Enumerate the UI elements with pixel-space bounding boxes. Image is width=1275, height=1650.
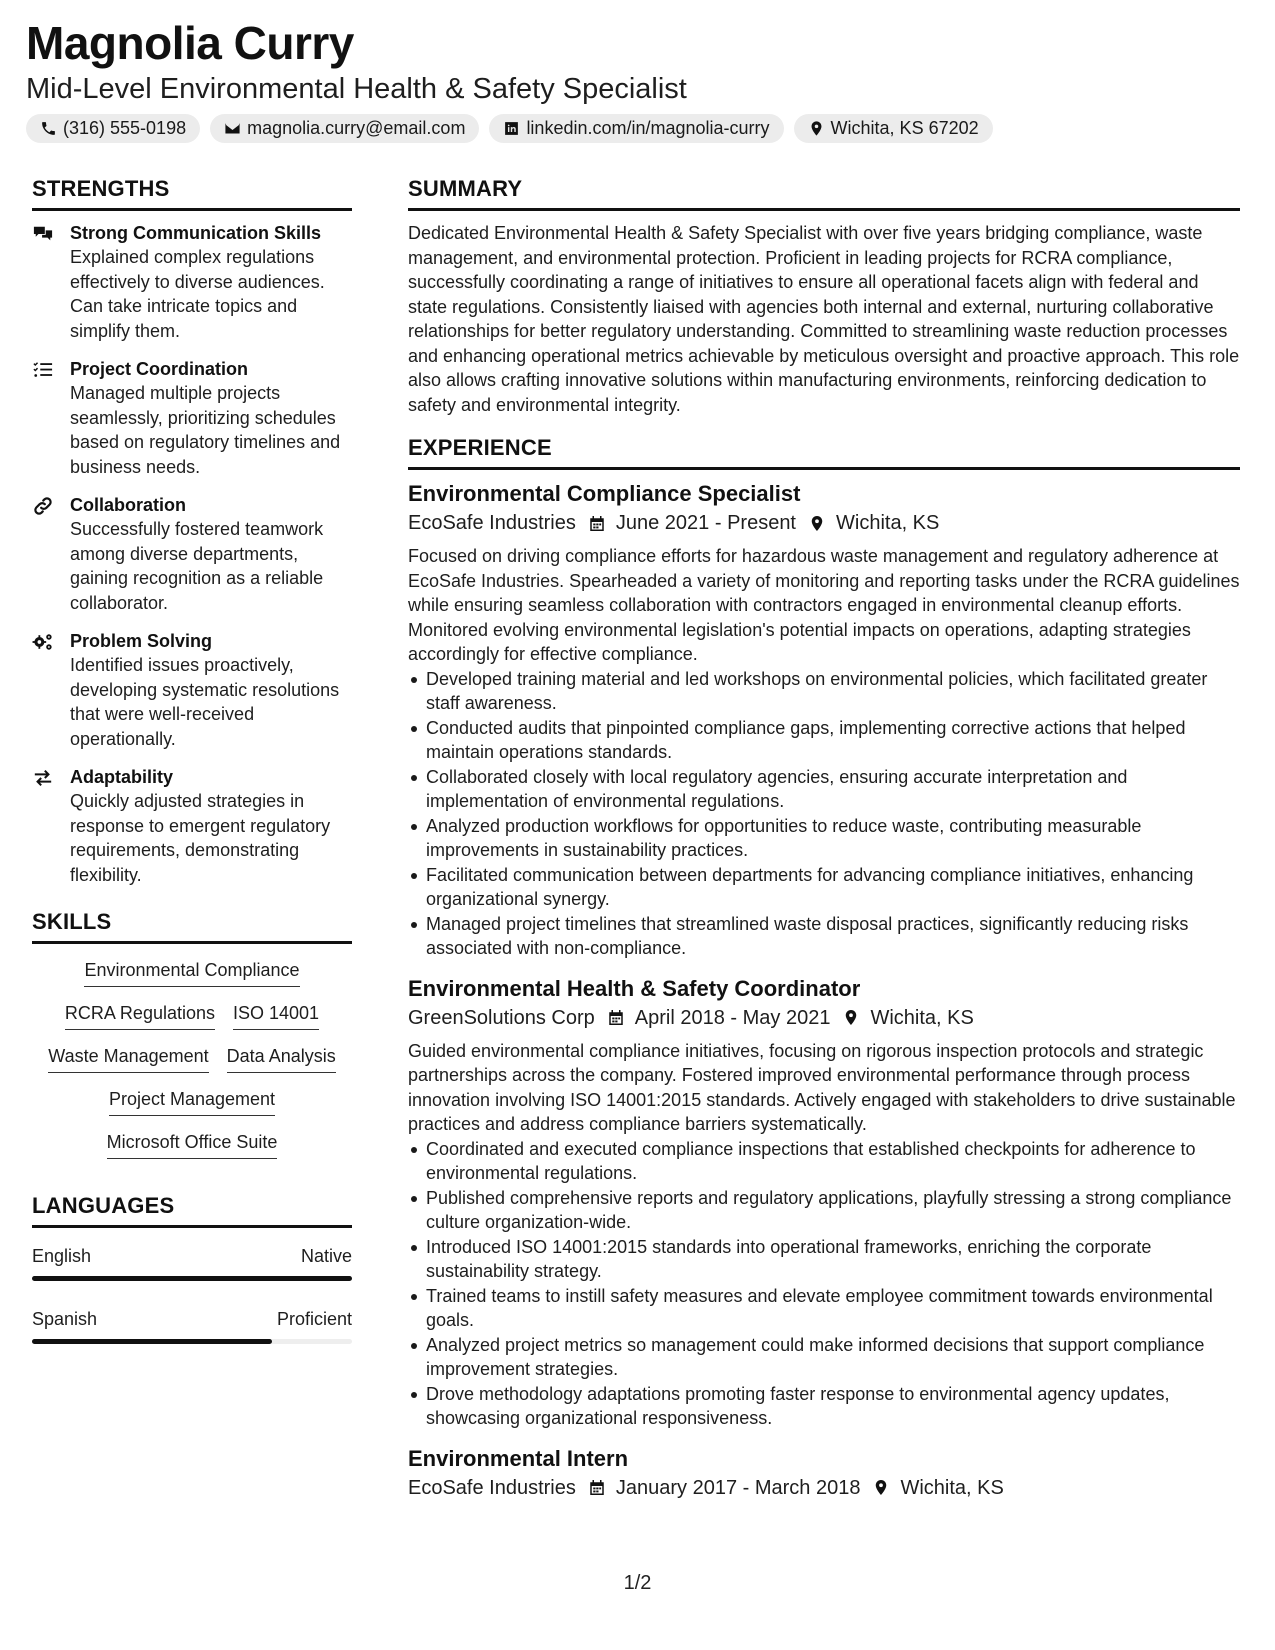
candidate-headline: Mid-Level Environmental Health & Safety Specialist (26, 73, 687, 105)
job-bullet: Coordinated and executed compliance inspections that established checkpoints for adherence to environmental regulations. (426, 1137, 1240, 1186)
calendar-icon (588, 514, 606, 533)
job-title: Environmental Intern (408, 1445, 629, 1471)
location-pin-icon (842, 1008, 860, 1027)
job-bullet: Trained teams to instill safety measures and elevate employee commitment towards environmental goals. (426, 1284, 1240, 1333)
job-title: Environmental Compliance Specialist (408, 481, 801, 506)
strength-title: Collaboration (70, 495, 186, 515)
job-bullet: Conducted audits that pinpointed compliance gaps, implementing corrective actions that helped maintain operations standards. (426, 716, 1240, 765)
left-column (32, 176, 352, 1370)
skills-heading: SKILLS (32, 909, 352, 944)
language-proficiency-bar (32, 1339, 352, 1344)
calendar-icon (588, 1478, 606, 1497)
skill-tag: Data Analysis (227, 1044, 336, 1073)
strength-desc: Identified issues proactively, developing systematic resolutions that were well-received operationally. (70, 655, 340, 749)
job-location: Wichita, KS (900, 1476, 1004, 1499)
job-bullet: Developed training material and led workshops on environmental policies, which facilitated greater staff awareness. (426, 667, 1240, 716)
job-company: EcoSafe Industries (408, 512, 576, 534)
contact-linkedin[interactable] (489, 114, 783, 143)
job-bullets (408, 1137, 1240, 1431)
link-icon (32, 496, 54, 516)
strengths-heading: STRENGTHS (32, 176, 352, 211)
gears-icon (32, 632, 54, 652)
strength-desc: Managed multiple projects seamlessly, prioritizing schedules based on regulatory timelines and business needs. (70, 383, 341, 477)
contact-phone[interactable] (26, 114, 200, 143)
language-name: Spanish (32, 1309, 98, 1329)
strength-item (32, 357, 352, 479)
strength-title: Adaptability (70, 767, 174, 787)
language-proficiency-fill (32, 1276, 352, 1281)
contact-email-text: magnolia.curry@email.com (247, 118, 466, 138)
job-bullet: Drove methodology adaptations promoting faster response to environmental agency updates, showcasing organizational responsiveness. (426, 1382, 1240, 1431)
chat-bubbles-icon (32, 224, 54, 244)
job-bullet: Analyzed project metrics so management could make informed decisions that support compliance improvement strategies. (426, 1333, 1240, 1382)
summary-text: Dedicated Environmental Health & Safety Specialist with over five years bridging compliance, waste management, and environmental protection. Proficient in leading projects for RCRA compliance, successfully coordinating a range of initiatives to ensure all operational facets align with federal and state regulations. Consistently liaised with agencies both internal and external, nurturing collaborative relationships for better regulatory understanding. Committed to streamlining waste reduction processes and enhancing operational metrics achievable by meticulous oversight and proactive approach. This role also allows crafting innovative solutions within manufacturing environments, reinforcing dedication to safety and environmental integrity. (408, 223, 1240, 415)
skill-tag: Microsoft Office Suite (107, 1130, 278, 1159)
experience-heading: EXPERIENCE (408, 435, 1240, 470)
contact-bar (26, 114, 993, 143)
language-item (32, 1307, 352, 1344)
language-name: English (32, 1246, 92, 1266)
strength-title: Project Coordination (70, 359, 249, 379)
strength-desc: Successfully fostered teamwork among diverse departments, gaining recognition as a reliable collaborator. (70, 519, 324, 613)
job-location: Wichita, KS (870, 1006, 974, 1029)
contact-phone-text: (316) 555-0198 (63, 118, 187, 138)
job-bullet: Introduced ISO 14001:2015 standards into operational frameworks, enriching the corporate sustainability strategy. (426, 1235, 1240, 1284)
skill-tag: RCRA Regulations (65, 1001, 215, 1030)
skill-tag: Project Management (109, 1087, 275, 1116)
job-dates: January 2017 - March 2018 (615, 1476, 861, 1499)
job-bullet: Facilitated communication between departments for advancing compliance initiatives, enhancing organizational synergy. (426, 863, 1240, 912)
job-description: Focused on driving compliance efforts for hazardous waste management and regulatory adherence at EcoSafe Industries. Spearheaded a variety of monitoring and reporting tasks under the RCRA guidelines while ensuring seamless collaboration with contractors engaged in environmental cleanup efforts. Monitored evolving environmental legislation's potential impacts on operations, adapting strategies accordingly for effective compliance. (408, 546, 1240, 664)
strength-desc: Explained complex regulations effectively to diverse audiences. Can take intricate topics and simplify them. (70, 247, 325, 341)
contact-linkedin-text: linkedin.com/in/magnolia-curry (526, 118, 770, 138)
calendar-icon (607, 1008, 625, 1027)
contact-email[interactable] (210, 114, 479, 143)
phone-icon (40, 120, 57, 137)
right-column (408, 176, 1240, 1517)
skill-tag: Environmental Compliance (84, 958, 299, 987)
job-company: GreenSolutions Corp (408, 1006, 595, 1029)
skills-list (32, 954, 352, 1159)
job-company: EcoSafe Industries (408, 1476, 576, 1499)
task-list-icon (32, 360, 54, 380)
envelope-icon (224, 120, 241, 137)
strength-item (32, 493, 352, 615)
language-proficiency-fill (32, 1339, 272, 1344)
language-level: Proficient (276, 1309, 352, 1329)
location-pin-icon (808, 514, 826, 533)
language-level: Native (300, 1246, 352, 1266)
contact-location-text: Wichita, KS 67202 (830, 118, 979, 138)
location-pin-icon (808, 120, 825, 137)
job-entry (408, 1445, 1240, 1503)
language-proficiency-bar (32, 1276, 352, 1281)
languages-heading: LANGUAGES (32, 1193, 352, 1228)
job-bullet: Analyzed production workflows for opportunities to reduce waste, contributing measurable improvements in sustainability practices. (426, 814, 1240, 863)
job-bullet: Collaborated closely with local regulatory agencies, ensuring accurate interpretation and implementation of environmental regulations. (426, 765, 1240, 814)
skill-tag: Waste Management (48, 1044, 208, 1073)
strength-desc: Quickly adjusted strategies in response to emergent regulatory requirements, demonstrating flexibility. (70, 791, 331, 885)
location-pin-icon (872, 1478, 890, 1497)
strength-item (32, 221, 352, 343)
job-dates: June 2021 - Present (615, 512, 796, 534)
job-title: Environmental Health & Safety Coordinator (408, 975, 861, 1001)
strength-item (32, 629, 352, 751)
swap-arrows-icon (32, 768, 54, 788)
linkedin-icon (503, 120, 520, 137)
job-description: Guided environmental compliance initiatives, focusing on rigorous inspection protocols and strategic partnerships across the company. Fostered improved environmental performance through process innovation involving ISO 14001:2015 standards. Actively engaged with stakeholders to drive sustainable practices and address compliance barriers systematically. (408, 1040, 1236, 1134)
job-bullet: Managed project timelines that streamlined waste disposal practices, significantly reducing risks associated with non-compliance. (426, 912, 1240, 961)
job-location: Wichita, KS (836, 512, 940, 534)
strength-item (32, 765, 352, 887)
job-entry (408, 480, 1240, 961)
strength-title: Strong Communication Skills (70, 223, 322, 243)
candidate-name: Magnolia Curry (26, 17, 354, 69)
job-bullet: Published comprehensive reports and regulatory applications, playfully stressing a strong compliance culture organization-wide. (426, 1186, 1240, 1235)
skill-tag: ISO 14001 (233, 1001, 319, 1030)
page-number: 1/2 (623, 1572, 652, 1594)
summary-heading: SUMMARY (408, 176, 1240, 211)
strength-title: Problem Solving (70, 631, 213, 651)
job-bullets (408, 667, 1240, 961)
language-item (32, 1244, 352, 1281)
job-entry (408, 975, 1240, 1431)
contact-location (794, 114, 993, 143)
job-dates: April 2018 - May 2021 (634, 1006, 831, 1029)
